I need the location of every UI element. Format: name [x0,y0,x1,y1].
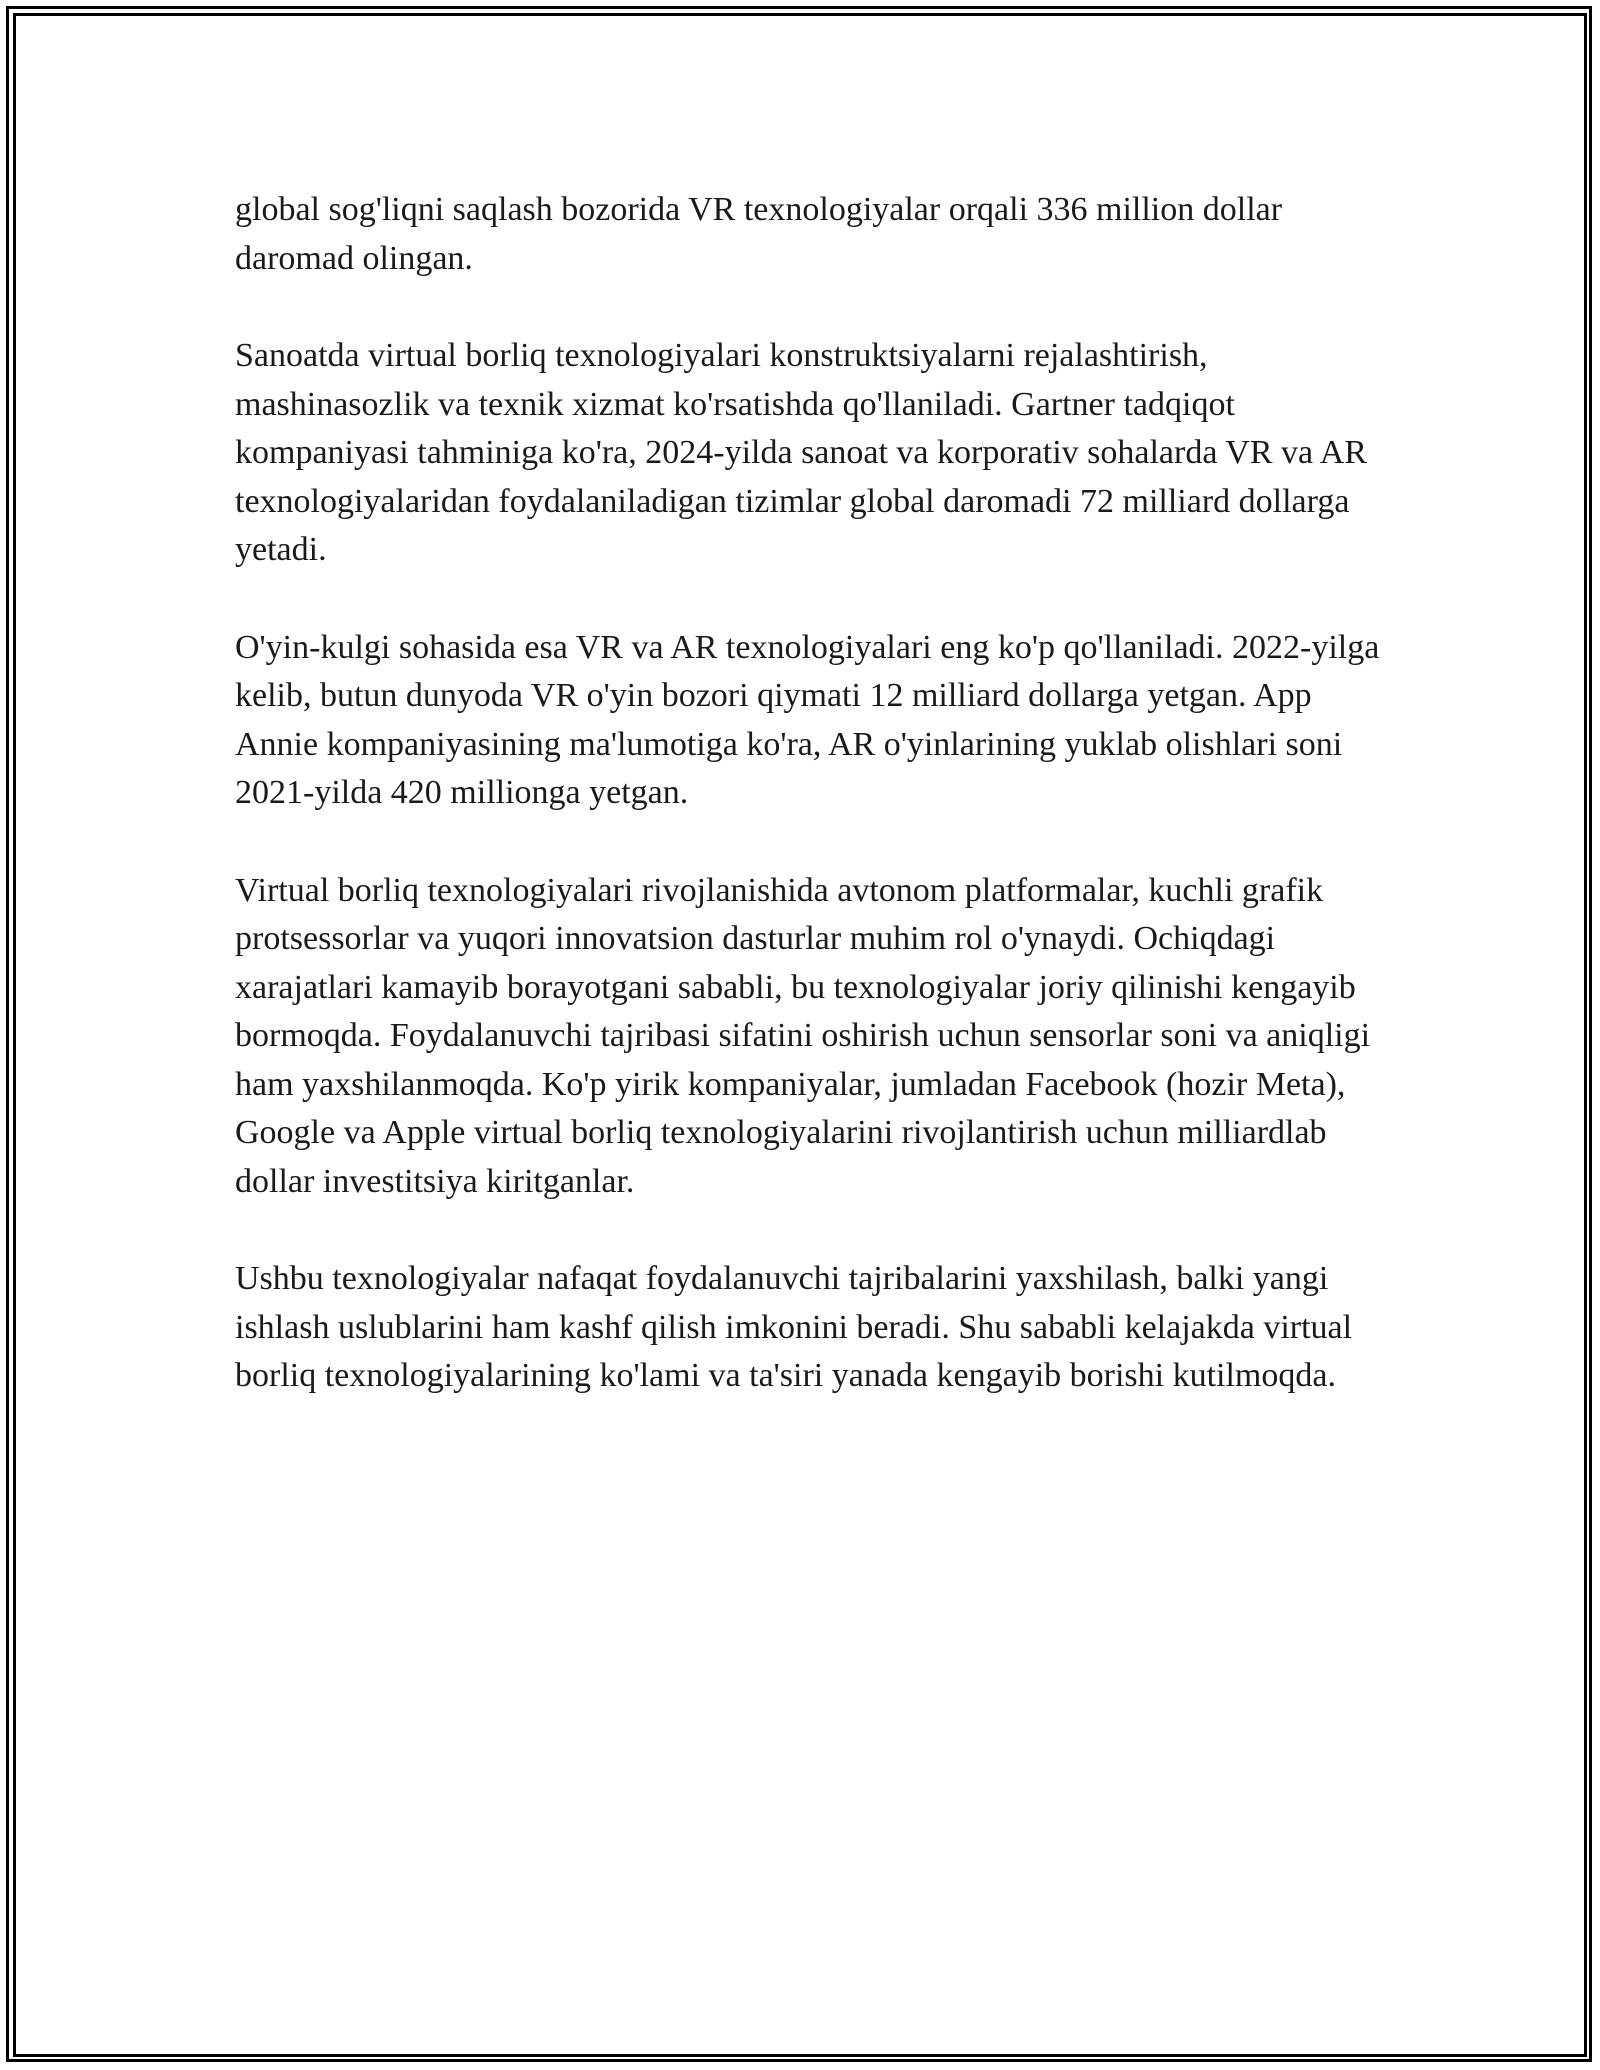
paragraph: O'yin-kulgi sohasida esa VR va AR texnologiyalari eng ko'p qo'llaniladi. 2022-yilga kelib, butun dunyoda VR o'yin bozori qiymati 12 milliard dollarga yetgan. App Annie kompaniyasining ma'lumotiga ko'ra, AR o'yinlarining yuklab olishlari soni 2021-yilda 420 millionga yetgan. [235,628,1380,811]
paragraph: global sog'liqni saqlash bozorida VR texnologiyalar orqali 336 million dollar daromad olingan. [235,191,1283,277]
document-body [235,186,1385,1450]
paragraph: Sanoatda virtual borliq texnologiyalari konstruktsiyalarni rejalashtirish, mashinasozlik va texnik xizmat ko'rsatishda qo'llaniladi. Gartner tadqiqot kompaniyasi tahminiga ko'ra, 2024-yilda sanoat va korporativ sohalarda VR va AR texnologiyalaridan foydalaniladigan tizimlar global daromadi 72 milliard dollarga yetadi. [235,337,1367,568]
paragraph: Virtual borliq texnologiyalari rivojlanishida avtonom platformalar, kuchli grafik protsessorlar va yuqori innovatsion dasturlar muhim rol o'ynaydi. Ochiqdagi xarajatlari kamayib borayotgani sababli, bu texnologiyalar joriy qilinishi kengayib bormoqda. Foydalanuvchi tajribasi sifatini oshirish uchun sensorlar soni va aniqligi ham yaxshilanmoqda. Ko'p yirik kompaniyalar, jumladan Facebook (hozir Meta), Google va Apple virtual borliq texnologiyalarini rivojlantirish uchun milliardlab dollar investitsiya kiritganlar. [235,871,1371,1200]
paragraph: Ushbu texnologiyalar nafaqat foydalanuvchi tajribalarini yaxshilash, balki yangi ishlash uslublarini ham kashf qilish imkonini beradi. Shu sababli kelajakda virtual borliq texnologiyalarining ko'lami va ta'siri yanada kengayib borishi kutilmoqda. [235,1260,1353,1394]
